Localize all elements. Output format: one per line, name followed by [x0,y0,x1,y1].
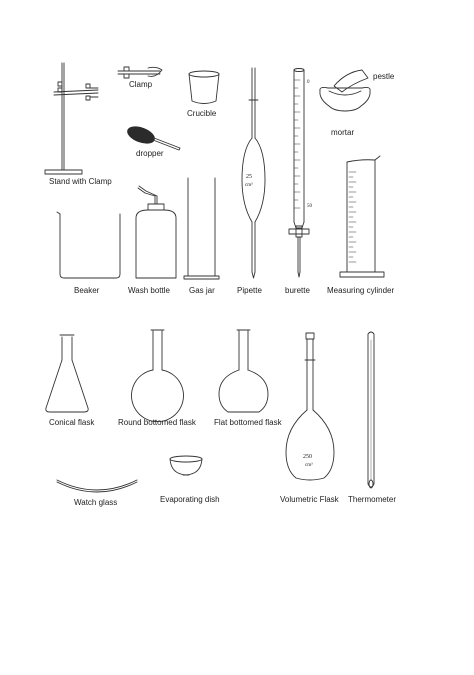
volumetric-unit: cm³ [305,463,313,468]
label-mortar: mortar [331,128,355,137]
pipette-drawing [242,68,265,278]
label-measuring-cylinder: Measuring cylinder [327,286,395,295]
label-evaporating-dish: Evaporating dish [160,495,220,504]
label-flat-bottomed-flask: Flat bottomed flask [214,418,282,427]
label-wash-bottle: Wash bottle [128,286,170,295]
clamp-drawing [118,67,162,78]
label-pestle: pestle [373,72,395,81]
mortar-pestle-drawing [320,70,370,111]
pipette-volume: 25 [246,174,252,180]
measuring-cylinder-drawing [340,156,384,277]
label-stand-with-clamp: Stand with Clamp [49,177,112,186]
label-gas-jar: Gas jar [189,286,215,295]
wash-bottle-drawing [136,186,176,278]
volumetric-volume: 250 [303,454,312,460]
label-volumetric-flask: Volumetric Flask [280,495,339,504]
round-bottomed-flask-drawing [132,330,184,422]
label-pipette: Pipette [237,286,262,295]
burette-drawing [289,69,313,278]
label-round-bottomed-flask: Round bottomed flask [118,418,196,427]
label-watch-glass: Watch glass [74,498,118,507]
label-burette: burette [285,286,310,295]
label-clamp: Clamp [129,80,153,89]
beaker-drawing [57,212,120,278]
volumetric-flask-drawing [286,333,334,480]
stand-with-clamp-drawing [45,63,98,174]
burette-fifty-mark: 50 [307,204,312,209]
label-conical-flask: Conical flask [49,418,95,427]
flat-bottomed-flask-drawing [219,330,268,412]
burette-zero-mark: 0 [307,80,310,85]
label-dropper: dropper [136,149,164,158]
label-crucible: Crucible [187,109,217,118]
conical-flask-drawing [46,335,88,412]
thermometer-drawing [368,332,374,488]
gas-jar-drawing [184,178,219,279]
label-thermometer: Thermometer [348,495,397,504]
dropper-drawing [125,124,180,150]
label-beaker: Beaker [74,286,100,295]
pipette-unit: cm³ [245,183,253,188]
watch-glass-drawing [57,480,137,492]
evaporating-dish-drawing [170,456,202,475]
crucible-drawing [189,71,219,104]
